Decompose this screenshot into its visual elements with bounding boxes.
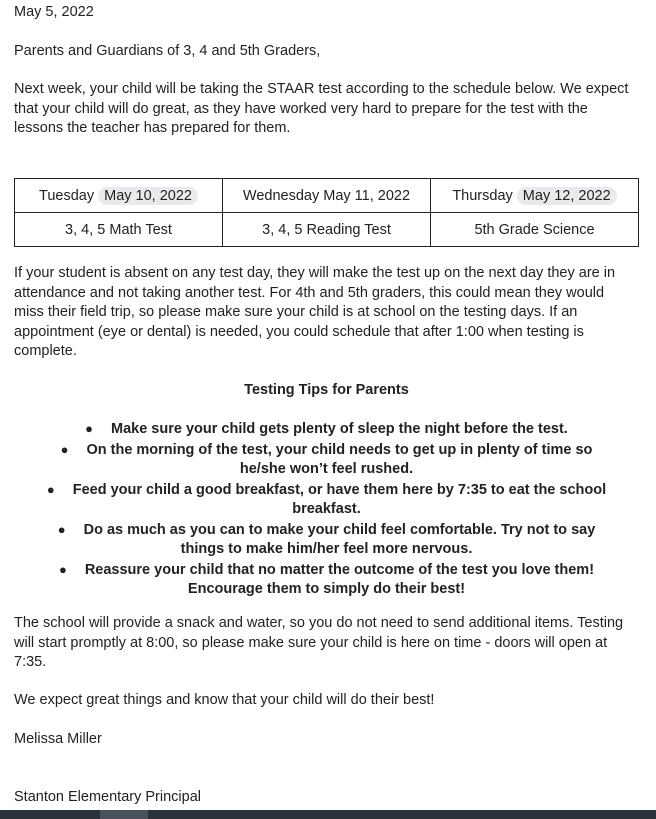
tip-text: Reassure your child that no matter the outcome of the test you love them! Encourage them to simply do their best! bbox=[84, 561, 595, 597]
day-label: Wednesday bbox=[242, 187, 320, 204]
signature-title: Stanton Elementary Principal bbox=[14, 789, 201, 805]
tip-item bbox=[14, 480, 639, 520]
date-chip[interactable]: May 12, 2022 bbox=[517, 187, 617, 205]
bottom-toolbar bbox=[0, 810, 656, 819]
tip-text: Make sure your child gets plenty of sleep the night before the test. bbox=[111, 421, 568, 437]
tips-heading: Testing Tips for Parents bbox=[244, 382, 409, 398]
test-schedule-table bbox=[14, 178, 639, 247]
schedule-cell-thursday bbox=[431, 179, 639, 213]
bullet-icon: ● bbox=[57, 521, 66, 537]
schedule-test-cell: 3, 4, 5 Reading Test bbox=[223, 213, 431, 247]
scrollbar-thumb[interactable] bbox=[100, 810, 148, 819]
intro-paragraph: Next week, your child will be taking the STAAR test according to the schedule below. We expect that your child will do great, as they have worked very hard to prepare for the test with the lessons the teacher has prepared for them. bbox=[14, 81, 629, 136]
bullet-icon: ● bbox=[60, 441, 69, 457]
bullet-icon: ● bbox=[58, 561, 67, 577]
letter-greeting: Parents and Guardians of 3, 4 and 5th Graders, bbox=[14, 43, 321, 59]
tips-list bbox=[14, 419, 639, 600]
schedule-test-row bbox=[15, 213, 639, 247]
snack-paragraph: The school will provide a snack and water, so you do not need to send additional items. Testing will start promptly at 8:00, so please make sure your child is here on time - doors will open at 7:35. bbox=[14, 615, 624, 670]
letter-date: May 5, 2022 bbox=[14, 4, 94, 20]
date-label: May 11, 2022 bbox=[323, 187, 411, 204]
tip-item bbox=[14, 520, 639, 560]
absence-paragraph: If your student is absent on any test day, they will make the test up on the next day they are in attendance and not taking another test. For 4th and 5th graders, this could mean they would miss their field trip, so please make sure your child is at school on the testing days. If an appointment (eye or dental) is needed, you could schedule that after 1:00 when testing is complete. bbox=[14, 265, 616, 359]
tip-text: Feed your child a good breakfast, or have them here by 7:35 to eat the school breakfast. bbox=[72, 481, 607, 517]
schedule-cell-tuesday bbox=[15, 179, 223, 213]
tip-item bbox=[14, 419, 639, 440]
closing-paragraph: We expect great things and know that your child will do their best! bbox=[14, 692, 435, 708]
tip-text: On the morning of the test, your child needs to get up in plenty of time so he/she won’t feel rushed. bbox=[86, 441, 593, 477]
bullet-icon: ● bbox=[46, 481, 55, 497]
signature-name: Melissa Miller bbox=[14, 731, 102, 747]
day-label: Tuesday bbox=[39, 187, 95, 204]
schedule-date-row bbox=[15, 179, 639, 213]
date-chip[interactable]: May 10, 2022 bbox=[98, 187, 198, 205]
tip-item bbox=[14, 440, 639, 480]
schedule-cell-wednesday bbox=[223, 179, 431, 213]
bullet-icon: ● bbox=[85, 421, 93, 436]
tip-item bbox=[14, 560, 639, 600]
schedule-test-cell: 5th Grade Science bbox=[431, 213, 639, 247]
schedule-test-cell: 3, 4, 5 Math Test bbox=[15, 213, 223, 247]
day-label: Thursday bbox=[452, 187, 513, 204]
tip-text: Do as much as you can to make your child feel comfortable. Try not to say things to make him/her feel more nervous. bbox=[83, 521, 596, 557]
